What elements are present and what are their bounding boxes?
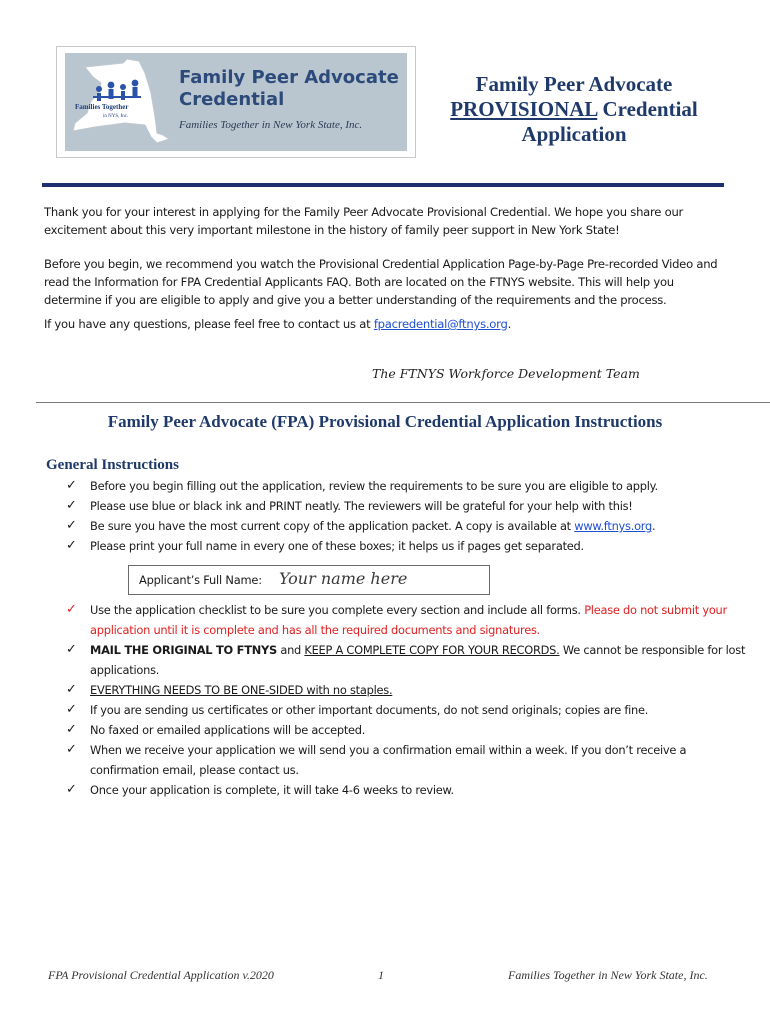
list-item: ✓ Once your application is complete, it will take 4-6 weeks to review. <box>66 780 746 800</box>
logo-title: Family Peer Advocate Credential <box>179 67 399 110</box>
section-divider <box>36 402 770 403</box>
general-instructions-heading: General Instructions <box>46 457 179 473</box>
applicant-name-value[interactable]: Your name here <box>279 569 408 588</box>
intro-paragraph-3: If you have any questions, please feel free to contact us at fpacredential@ftnys.org. <box>44 317 511 331</box>
logo-org-mark: Families Together <box>75 103 129 111</box>
list-item: ✓ EVERYTHING NEEDS TO BE ONE-SIDED with no staples. <box>66 680 746 700</box>
checkmark-icon: ✓ <box>66 478 77 493</box>
checkmark-icon: ✓ <box>66 538 77 553</box>
provisional-word: PROVISIONAL <box>450 97 598 121</box>
list-item: ✓ If you are sending us certificates or other important documents, do not send originals; copies are fine. <box>66 700 746 720</box>
checkmark-icon: ✓ <box>66 682 77 697</box>
list-item: ✓ Please print your full name in every one of these boxes; it helps us if pages get separated. <box>66 536 746 556</box>
applicant-name-label: Applicant’s Full Name: <box>139 573 262 587</box>
ftnys-website-link[interactable]: www.ftnys.org <box>574 519 653 533</box>
document-title: Family Peer Advocate PROVISIONAL Credential Application <box>450 72 698 146</box>
checkmark-icon: ✓ <box>66 722 77 737</box>
footer-organization: Families Together in New York State, Inc. <box>508 968 708 982</box>
list-item: ✓ Please use blue or black ink and PRINT neatly. The reviewers will be grateful for your help with this! <box>66 496 746 516</box>
checkmark-icon: ✓ <box>66 518 77 533</box>
logo-subtitle: Families Together in New York State, Inc. <box>179 119 363 131</box>
team-signature: The FTNYS Workforce Development Team <box>372 366 640 381</box>
page-number: 1 <box>378 968 384 982</box>
logo-panel <box>65 53 407 151</box>
checkmark-icon: ✓ <box>66 602 77 617</box>
instructions-list-bottom <box>66 600 746 800</box>
header-divider <box>42 183 724 187</box>
list-item: ✓ Be sure you have the most current copy of the application packet. A copy is available at www.ftnys.org. <box>66 516 746 536</box>
contact-email-link[interactable]: fpacredential@ftnys.org <box>373 317 508 331</box>
warning-text: Please do not submit your application until it is complete and has all the required documents and signatures. <box>90 603 727 637</box>
checkmark-icon: ✓ <box>66 642 77 657</box>
checkmark-icon: ✓ <box>66 742 77 757</box>
intro-paragraph-1: Thank you for your interest in applying for the Family Peer Advocate Provisional Credential. We hope you share our excitement about this very important milestone in the history of family peer support in New York State! <box>44 205 684 237</box>
logo <box>56 46 416 158</box>
checkmark-icon: ✓ <box>66 702 77 717</box>
list-item: ✓ Use the application checklist to be sure you complete every section and include all forms. Please do not submit your application until it is complete and has all the required documents and signatures. <box>66 602 727 637</box>
list-item: ✓ When we receive your application we will send you a confirmation email within a week. If you don’t receive a confirmation email, please contact us. <box>66 742 687 777</box>
list-item: ✓ MAIL THE ORIGINAL TO FTNYS and KEEP A COMPLETE COPY FOR YOUR RECORDS. We cannot be responsible for lost applications. <box>66 642 746 677</box>
new-york-map-icon <box>65 53 177 151</box>
list-item: ✓ Before you begin filling out the application, review the requirements to be sure you are eligible to apply. <box>66 476 746 496</box>
list-item: ✓ No faxed or emailed applications will be accepted. <box>66 720 746 740</box>
checkmark-icon: ✓ <box>66 498 77 513</box>
instructions-list-top <box>66 476 746 556</box>
applicant-name-field[interactable] <box>128 565 490 595</box>
logo-org-mark-sub: in NYS, Inc. <box>103 114 129 119</box>
intro-paragraph-2: Before you begin, we recommend you watch the Provisional Credential Application Page-by-Page Pre-recorded Video and read the Information for FPA Credential Applicants FAQ. Both are located on the FTNYS website. This will help you determine if you are eligible to apply and give you a better understanding of the requirements and the process. <box>44 257 718 307</box>
footer-version: FPA Provisional Credential Application v.2020 <box>48 968 274 982</box>
checkmark-icon: ✓ <box>66 782 77 797</box>
instructions-title: Family Peer Advocate (FPA) Provisional Credential Application Instructions <box>107 412 663 431</box>
